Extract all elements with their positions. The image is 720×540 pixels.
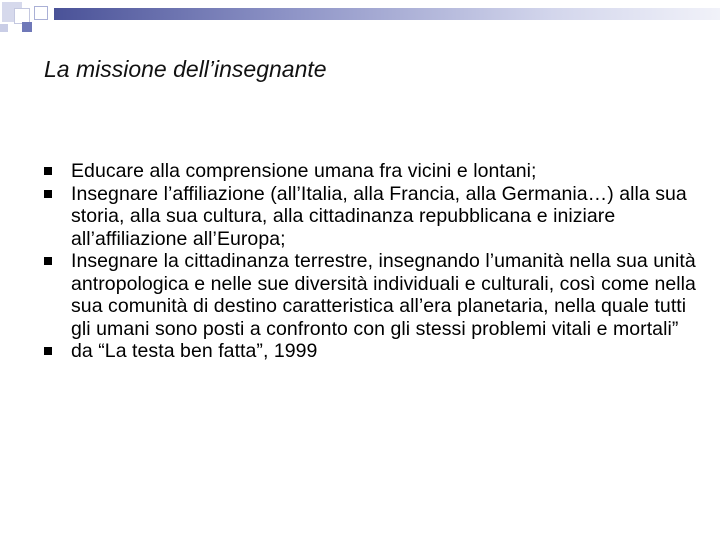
decorative-square bbox=[0, 24, 8, 32]
bullet-list bbox=[40, 160, 700, 363]
header-bar bbox=[54, 8, 720, 20]
bullet-text: Insegnare la cittadinanza terrestre, insegnando l’umanità nella sua unità antropologica e nelle sue diversità individuali e culturali, così come nella sua comunità di destino caratteristica all’era planetaria, nella quale tutti gli umani sono posti a confronto con gli stessi problemi vitali e mortali” bbox=[71, 250, 696, 340]
square-bullet-icon bbox=[44, 347, 52, 355]
bullet-text: da “La testa ben fatta”, 1999 bbox=[71, 340, 318, 362]
bullet-item bbox=[40, 340, 700, 363]
bullet-item bbox=[40, 160, 700, 183]
bullet-item bbox=[40, 183, 700, 251]
square-bullet-icon bbox=[44, 190, 52, 198]
bullet-text: Educare alla comprensione umana fra vicini e lontani; bbox=[71, 160, 537, 182]
decorative-square bbox=[22, 22, 32, 32]
bullet-item bbox=[40, 250, 700, 340]
slide-title: La missione dell’insegnante bbox=[44, 56, 327, 82]
square-bullet-icon bbox=[44, 167, 52, 175]
square-bullet-icon bbox=[44, 257, 52, 265]
decorative-square bbox=[34, 6, 48, 20]
bullet-text: Insegnare l’affiliazione (all’Italia, alla Francia, alla Germania…) alla sua storia, alla sua cultura, alla cittadinanza repubblicana e iniziare all’affiliazione all’Europa; bbox=[71, 182, 687, 250]
